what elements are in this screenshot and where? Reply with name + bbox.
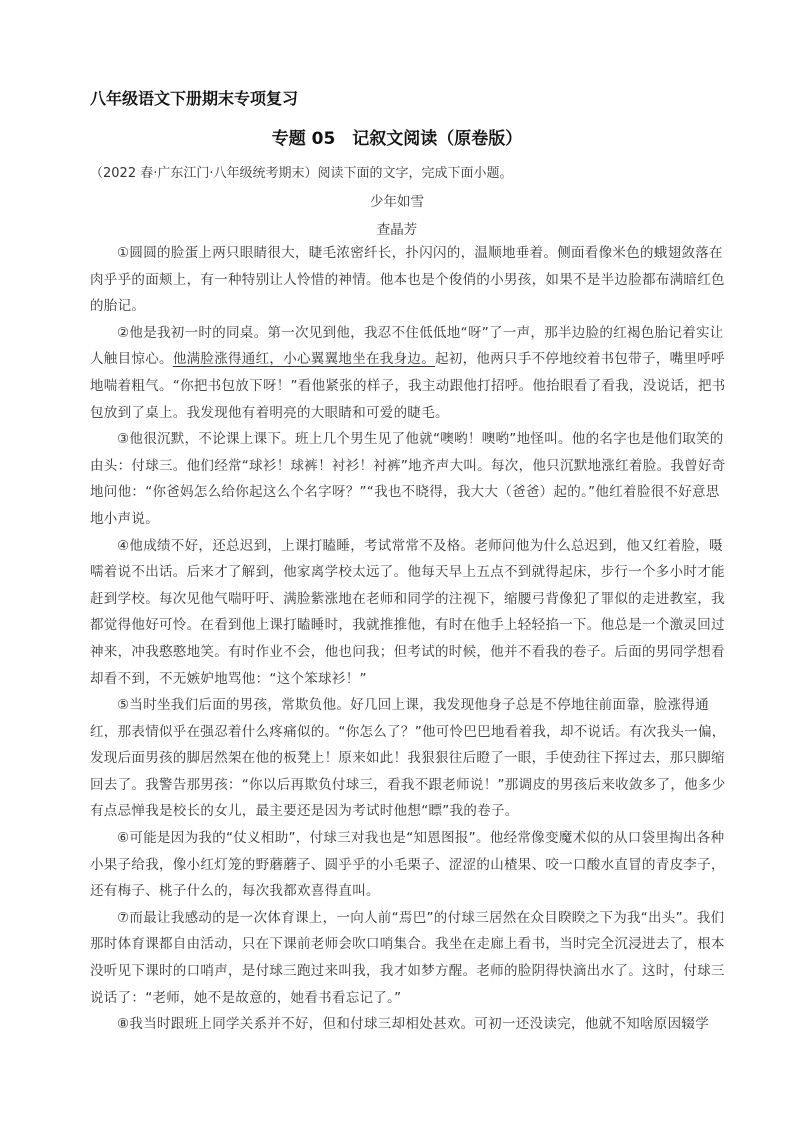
paragraph-2-text-before: ②他是我初一时的同桌。第一次见到他，我忍不住低低地“呀”了一声，那半边脸的红褐色胎记着实让人触目惊心。 [90,324,724,368]
underlined-sentence: 他满脸涨得通红，小心翼翼地坐在我身边。 [172,351,436,368]
paragraph-4: ④他成绩不好，还总迟到，上课打瞌睡，考试常常不及格。老师问他为什么总迟到，他又红着脸，嗫嚅着说不出话。后来才了解到，他家离学校太远了。他每天早上五点不到就得起床，步行一个多小时才能赶到学校。每次见他气喘吁吁、满脸紫涨地在老师和同学的注视下，缩腰弓背像犯了罪似的走进教室，我都觉得他好可怜。在看到他上课打瞌睡时，我就推推他，有时在他手上轻轻掐一下。他总是一个激灵回过神来，冲我憨憨地笑。有时作业不会，他也问我；但考试的时候，他并不看我的卷子。后面的男同学想看却看不到，不无嫉妒地骂他：“这个笨球衫！” [90,537,725,687]
paragraph-6: ⑥可能是因为我的“仗义相助”，付球三对我也是“知恩图报”。他经常像变魔术似的从口袋里掏出各种小果子给我，像小红灯笼的野蘑蘑子、圆乎乎的小毛栗子、涩涩的山楂果、咬一口酸水直冒的青皮李子，还有梅子、桃子什么的，每次我都欢喜得直叫。 [90,830,725,900]
paragraph-2-text-after: 起初，他两只手不停地绞着书包带子，嘴里呼呼地喘着粗气。“你把书包放下呀！”看他紧张的样子，我主动跟他打招呼。他抬眼看了看我，没说话，把书包放到了桌上。我发现他有着明亮的大眼睛和可爱的睫毛。 [90,351,726,421]
paragraph-1: ①圆圆的脸蛋上两只眼睛很大，睫毛浓密纤长，扑闪闪的，温顺地垂着。侧面看像米色的蛾翅敛落在肉乎乎的面颊上，有一种特别让人怜惜的神情。他本也是个俊俏的小男孩，如果不是半边脸都布满暗红色的胎记。 [90,245,725,315]
paragraph-2 [90,320,732,426]
course-header: 八年级语文下册期末专项复习 [90,89,299,108]
topic-title: 专题 05 记叙文阅读（原卷版） [271,129,523,149]
paragraph-3: ③他很沉默，不论课上课下。班上几个男生见了他就“噢哟！噢哟”地怪叫。他的名字也是他们取笑的由头：付球三。他们经常“球衫！球裤！衬衫！衬裤”地齐声大叫。每次，他只沉默地涨红着脸。我曾好奇地问他：“你爸妈怎么给你起这么个名字呀？”“我也不晓得，我大大（爸爸）起的。”他红着脸很不好意思地小声说。 [90,431,726,527]
exam-source-line: （2022 春·广东江门·八年级统考期末）阅读下面的文字，完成下面小题。 [90,166,513,181]
article-author: 查晶芳 [376,222,418,238]
article-body [90,240,732,1038]
paragraph-8: ⑧我当时跟班上同学关系并不好，但和付球三却相处甚欢。可初一还没读完，他就不知啥原因辍学 [117,1016,710,1033]
paragraph-5: ⑤当时坐我们后面的男孩，常欺负他。好几回上课，我发现他身子总是不停地往前面靠，脸涨得通红，那表情似乎在强忍着什么疼痛似的。“你怎么了？”他可怜巴巴地看着我，却不说话。有次我头一偏，发现后面男孩的脚居然架在他的板凳上！原来如此！我狠狠往后瞪了一眼，手使劲往下挥过去，那只脚缩回去了。我警告那男孩：“你以后再欺负付球三，看我不跟老师说！”那调皮的男孩后来收敛多了，他多少有点忌惮我是校长的女儿，最主要还是因为考试时他想“瞟”我的卷子。 [90,697,726,820]
paragraph-7: ⑦而最让我感动的是一次体育课上，一向人前“焉巴”的付球三居然在众目睽睽之下为我“出头”。我们那时体育课都自由活动，只在下课前老师会吹口哨集合。我坐在走廊上看书，当时完全沉浸进去了，根本没听见下课时的口哨声，是付球三跑过来叫我，我才如梦方醒。老师的脸阴得快滴出水了。这时，付球三说话了：“老师，她不是故意的，她看书看忘记了。” [90,909,725,1006]
article-title: 少年如雪 [370,194,424,210]
